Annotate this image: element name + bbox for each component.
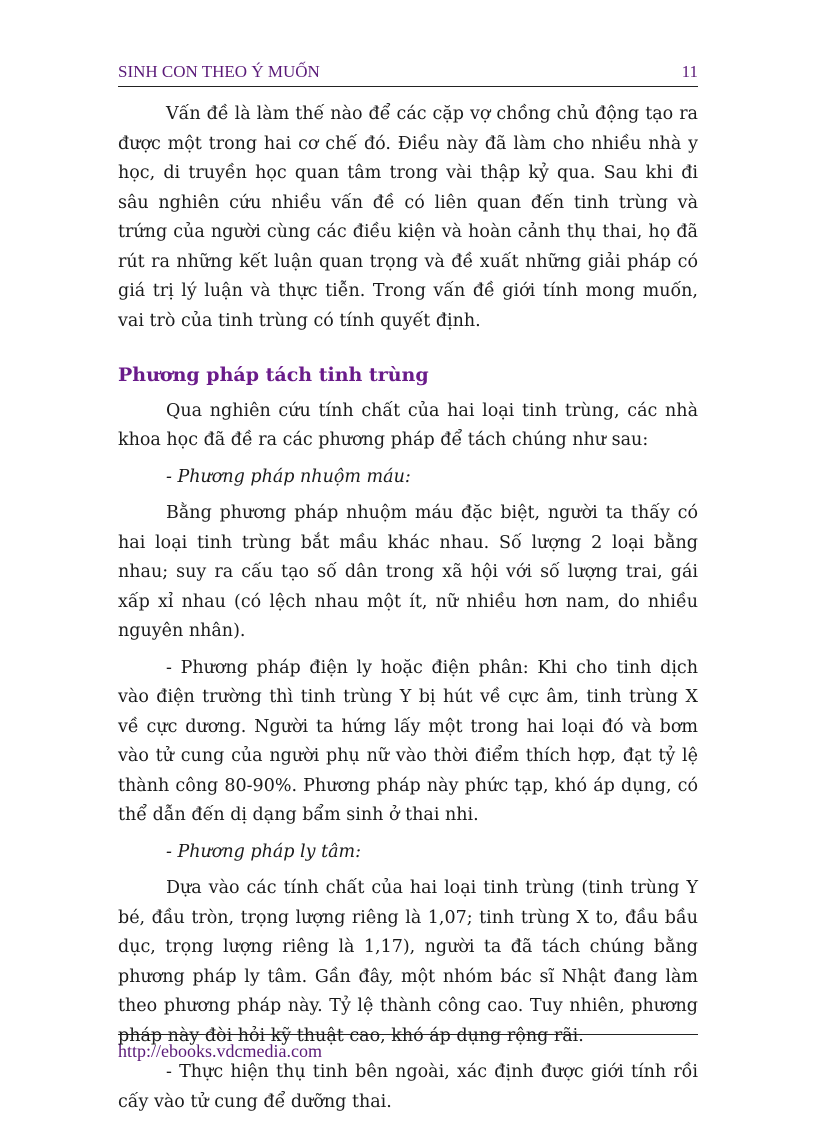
footer-divider (118, 1034, 698, 1035)
page-header (118, 62, 698, 82)
header-divider (118, 86, 698, 87)
intro-paragraph: Vấn đề là làm thế nào để các cặp vợ chồng chủ động tạo ra được một trong hai cơ chế đó. Điều này đã làm cho nhiều nhà y học, di truyền học quan tâm trong vài thập kỷ qua. Sau khi đi sâu nghiên cứu nhiều vấn đề có liên quan đến tinh trùng và trứng của người cùng các điều kiện và hoàn cảnh thụ thai, họ đã rút ra những kết luận quan trọng và đề xuất những giải pháp có giá trị lý luận và thực tiễn. Trong vấn đề giới tính mong muốn, vai trò của tinh trùng có tính quyết định. (118, 104, 698, 331)
book-title: SINH CON THEO Ý MUỐN (118, 62, 320, 81)
method-centrifuge-title: - Phương pháp ly tâm: (166, 841, 362, 862)
method-ivf-text: - Thực hiện thụ tinh bên ngoài, xác định được giới tính rồi cấy vào tử cung để dưỡng thai. (118, 1062, 698, 1112)
method-electrolysis-text: - Phương pháp điện ly hoặc điện phân: Khi cho tinh dịch vào điện trường thì tinh trùng Y bị hút về cực âm, tinh trùng X về cực dương. Người ta hứng lấy một trong hai loại đó và bơm vào tử cung của người phụ nữ vào thời điểm thích hợp, đạt tỷ lệ thành công 80-90%. Phương pháp này phức tạp, khó áp dụng, có thể dẫn đến dị dạng bẩm sinh ở thai nhi. (118, 657, 698, 825)
footer-link[interactable]: http://ebooks.vdcmedia.com (118, 1041, 322, 1061)
page-number: 11 (681, 62, 698, 81)
section-intro-paragraph: Qua nghiên cứu tính chất của hai loại tinh trùng, các nhà khoa học đã đề ra các phương pháp để tách chúng như sau: (118, 400, 698, 450)
page-body (118, 100, 698, 1124)
method-centrifuge-text: Dựa vào các tính chất của hai loại tinh trùng (tinh trùng Y bé, đầu tròn, trọng lượng riêng là 1,07; tinh trùng X to, đầu bầu dục, trọng lượng riêng là 1,17), người ta đã tách chúng bằng phương pháp ly tâm. Gần đây, một nhóm bác sĩ Nhật đang làm theo phương pháp này. Tỷ lệ thành công cao. Tuy nhiên, phương pháp này đòi hỏi kỹ thuật cao, khó áp dụng rộng rãi. (118, 878, 698, 1046)
method-blood-stain-text: Bằng phương pháp nhuộm máu đặc biệt, người ta thấy có hai loại tinh trùng bắt mầu khác nhau. Số lượng 2 loại bằng nhau; suy ra cấu tạo số dân trong xã hội với số lượng trai, gái xấp xỉ nhau (có lệch nhau một ít, nữ nhiều hơn nam, do nhiều nguyên nhân). (118, 503, 698, 641)
section-heading: Phương pháp tách tinh trùng (118, 364, 429, 386)
method-blood-stain-title: - Phương pháp nhuộm máu: (166, 466, 411, 487)
